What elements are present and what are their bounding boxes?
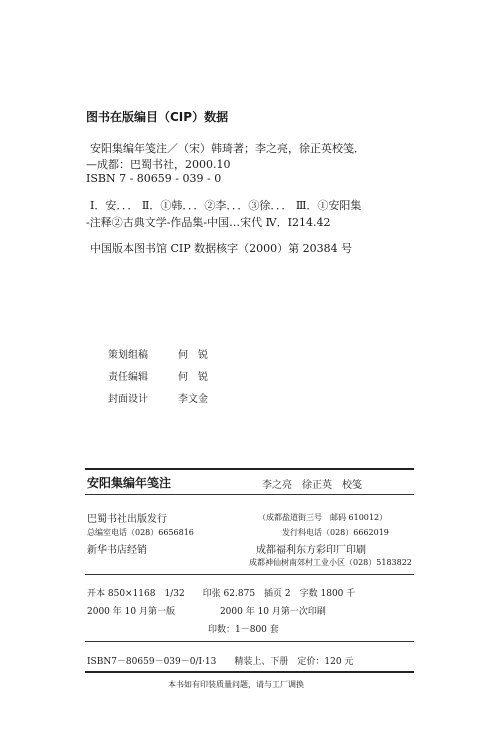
colophon-quality-notice: 本书如有印装质量问题，请与工厂调换 [168,680,304,689]
colophon-office-phone: 总编室电话（028）6656816 [87,528,194,537]
colophon-publisher: 巴蜀书社出版发行 [87,514,167,525]
colophon-publisher-address: （成都盐道街三号 邮码 610012） [258,513,388,522]
credit-role: 策划组稿 [108,350,148,361]
colophon-book-title: 安阳集编年笺注 [87,476,172,490]
cip-title-line: 安阳集编年笺注／（宋）韩琦著；李之亮，徐正英校笺． [90,142,365,155]
credit-role: 封面设计 [108,394,148,405]
colophon-rule [85,641,414,642]
cip-isbn: ISBN 7 - 80659 - 039 - 0 [86,172,222,185]
cip-publication-line: —成都：巴蜀书社，2000.10 [86,158,231,171]
colophon-edition-dates: 2000 年 10 月第一版 2000 年 10 月第一次印刷 [87,607,326,617]
credit-name: 李文金 [178,394,208,405]
colophon-editors: 李之亮 徐正英 校笺 [262,480,362,491]
colophon-rule [85,574,414,575]
colophon-sales-phone: 发行科电话（028）6662019 [282,528,389,537]
cip-heading: 图书在版编目（CIP）数据 [86,110,229,124]
colophon-printer-address: 成都神仙树南郊村工业小区（028）5183822 [249,558,412,567]
colophon-format-specs: 开本 850×1168 1/32 印张 62.875 插页 2 字数 1800 千 [87,589,356,599]
cip-classification-line2: -注释②古典文学-作品集-中国…宋代 Ⅳ．I214.42 [86,216,331,229]
credit-name: 何 锐 [178,350,208,361]
colophon-rule [85,494,414,495]
credit-role: 责任编辑 [108,372,148,383]
colophon-bottom-rule [85,671,414,673]
colophon-distributor: 新华书店经销 [87,545,147,556]
colophon-printer: 成都福利东方彩印厂印刷 [256,545,366,556]
colophon-print-run: 印数：1－800 套 [208,625,279,635]
cip-record-number: 中国版本图书馆 CIP 数据核字（2000）第 20384 号 [90,242,353,255]
colophon-top-rule [85,468,414,470]
colophon-isbn-price: ISBN7－80659－039－0/I·13 精装上、下册 定价：120 元 [87,657,354,667]
cip-classification-line1: Ⅰ．安．．． Ⅱ．①韩．．．②李．．．③徐．．． Ⅲ．①安阳集 [90,199,362,212]
credit-name: 何 锐 [178,372,208,383]
